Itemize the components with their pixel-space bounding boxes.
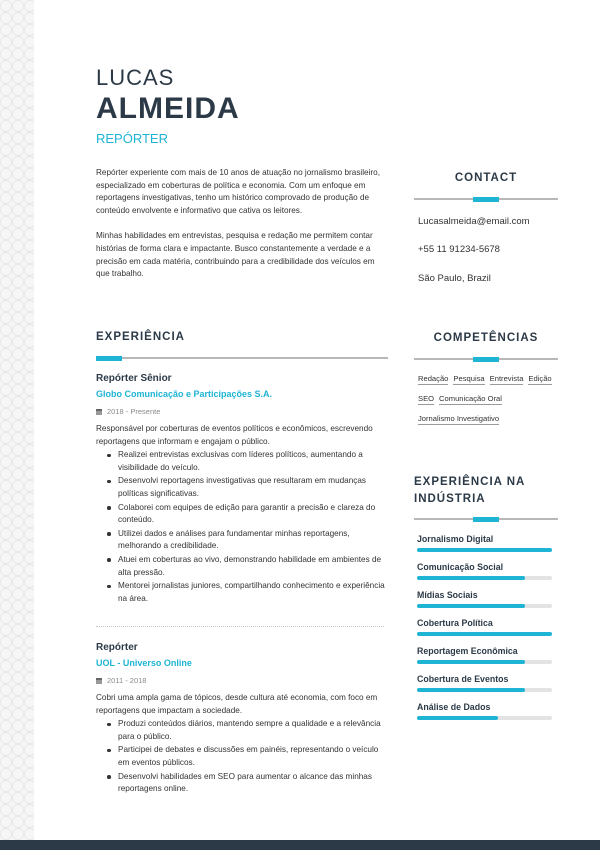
industry-bar-track [417,632,552,636]
company-name: Globo Comunicação e Participações S.A. [96,389,273,399]
industry-bar-fill [417,632,552,636]
job-dates [96,407,388,416]
industry-item [417,534,558,552]
industry-bar-fill [417,576,525,580]
job-entry [96,373,388,606]
industry-list [417,534,558,720]
industry-label: Mídias Sociais [417,590,478,600]
industry-label: Jornalismo Digital [417,534,494,544]
footer-bar [0,840,600,850]
skill-tag: SEO [418,394,435,403]
skill-tag: Redação [418,374,449,383]
bullet-item: Produzi conteúdos diários, mantendo sempre a qualidade e a relevância para o público. [106,718,388,743]
bullet-item: Atuei em coberturas ao vivo, demonstrando habilidade em ambientes de alta pressão. [106,554,388,579]
section-rule [414,358,558,360]
industry-bar-fill [417,688,525,692]
decorative-pattern [0,0,34,850]
job-dates [96,676,388,685]
summary-paragraph: Minhas habilidades em entrevistas, pesquisa e redação me permitem contar histórias de forma clara e impactante. Busco constantemente a verdade e a precisão em cada matéria, contribuindo para a credibilidade dos veículos em que trabalho. [96,231,375,279]
contact-email[interactable]: Lucasalmeida@email.com [418,216,530,227]
job-description: Cobri uma ampla gama de tópicos, desde cultura até economia, com foco em reportagens que impactam a sociedade. [96,693,378,715]
industry-item [417,590,558,608]
industry-label: Cobertura Política [417,618,493,628]
bullet-item: Participei de debates e discussões em painéis, representando o veículo em eventos públicos. [106,744,388,769]
industry-bar-fill [417,660,525,664]
calendar-icon [96,409,102,415]
skills-section [414,332,558,434]
experience-section-header [96,331,388,359]
job-bullets [96,718,388,796]
bullet-item: Utilizei dados e análises para fundamentar minhas reportagens, melhorando a credibilidade. [106,528,388,553]
section-rule [414,198,558,200]
skill-tags [418,374,558,434]
contact-phone[interactable]: +55 11 91234-5678 [418,244,500,255]
job-entry [96,642,388,797]
job-bullets [96,449,388,605]
industry-bar-fill [417,604,525,608]
bullet-item: Desenvolvi habilidades em SEO para aumentar o alcance das minhas reportagens online. [106,771,388,796]
job-title: Repórter Sênior [96,373,172,384]
industry-bar-fill [417,716,498,720]
company-name: UOL - Universo Online [96,658,192,668]
job-divider [96,626,384,627]
industry-label: Comunicação Social [417,562,504,572]
industry-item [417,674,558,692]
skill-tag: Jornalismo Investigativo [418,414,500,423]
bullet-item: Desenvolvi reportagens investigativas que resultaram em mudanças políticas significativas. [106,475,388,500]
skill-tag: Pesquisa [453,374,485,383]
section-rule [96,357,388,359]
industry-item [417,562,558,580]
summary [96,167,386,281]
resume-header [96,66,240,146]
job-title: Repórter [96,642,138,653]
industry-section [414,474,558,730]
first-name: LUCAS [96,65,175,90]
job-dates-text: 2011 - 2018 [107,676,147,685]
job-dates-text: 2018 - Presente [107,407,161,416]
contact-title: CONTACT [454,172,518,184]
industry-bar-track [417,548,552,552]
industry-label: Análise de Dados [417,702,491,712]
summary-paragraph: Repórter experiente com mais de 10 anos de atuação no jornalismo brasileiro, especializado em coberturas de política e economia. Com um enfoque em reportagens investigativas, tenho um histórico comprovado de produção de conteúdo envolvente e informativo que cativa os leitores. [96,168,380,215]
bullet-item: Realizei entrevistas exclusivas com líderes políticos, aumentando a visibilidade do veículo. [106,449,388,474]
skills-title: COMPETÊNCIAS [433,332,539,344]
bullet-item: Mentorei jornalistas juniores, compartilhando conhecimento e experiência na área. [106,580,388,605]
industry-label: Cobertura de Eventos [417,674,509,684]
skill-tag: Entrevista [489,374,524,383]
experience-title: EXPERIÊNCIA [96,331,185,343]
industry-bar-track [417,688,552,692]
skill-tag: Edição [528,374,552,383]
contact-section [414,172,558,284]
industry-item [417,618,558,636]
industry-label: Reportagem Econômica [417,646,518,656]
industry-bar-track [417,716,552,720]
bullet-item: Colaborei com equipes de edição para garantir a precisão e clareza do conteúdo. [106,502,388,527]
calendar-icon [96,678,102,684]
job-role: REPÓRTER [96,131,168,146]
industry-bar-fill [417,548,552,552]
industry-bar-track [417,604,552,608]
last-name: ALMEIDA [96,92,240,125]
industry-bar-track [417,576,552,580]
contact-location: São Paulo, Brazil [418,273,491,284]
industry-title: EXPERIÊNCIA NA INDÚSTRIA [414,476,525,505]
section-rule [414,518,558,520]
skill-tag: Comunicação Oral [439,394,502,403]
industry-bar-track [417,660,552,664]
industry-item [417,702,558,720]
job-description: Responsável por coberturas de eventos políticos e econômicos, escrevendo reportagens que informam e engajam o público. [96,424,373,446]
industry-item [417,646,558,664]
